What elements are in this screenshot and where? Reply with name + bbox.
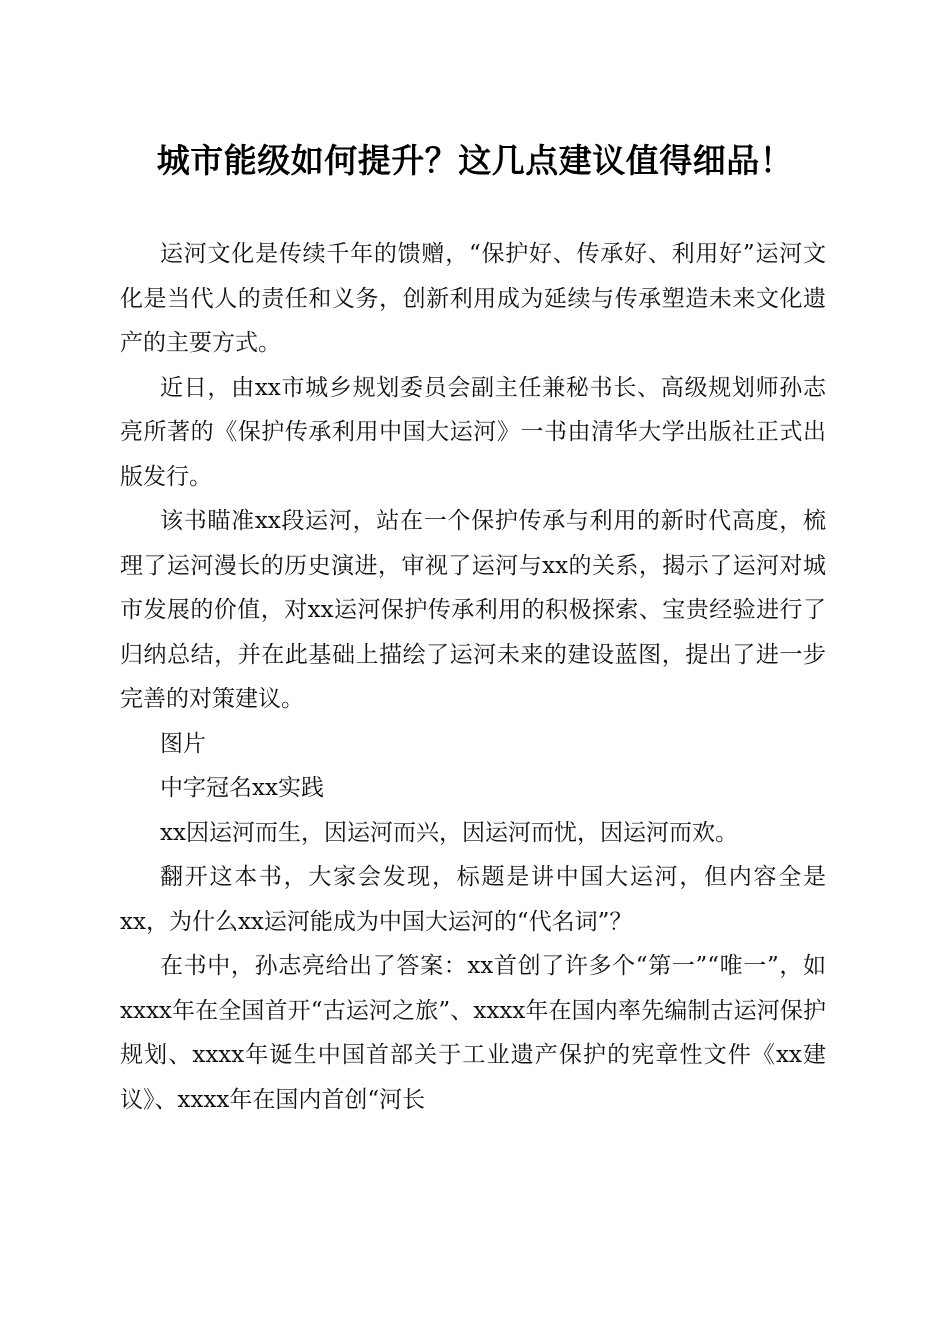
- paragraph-intro: 运河文化是传续千年的馈赠，“保护好、传承好、利用好”运河文化是当代人的责任和义务，创新利用成为延续与传承塑造未来文化遗产的主要方式。: [120, 241, 826, 356]
- paragraph-publication: 近日，由xx市城乡规划委员会副主任兼秘书长、高级规划师孙志亮所著的《保护传承利用中国大运河》一书由清华大学出版社正式出版发行。: [120, 374, 826, 490]
- document-body: [120, 232, 826, 1122]
- paragraph-answer: 在书中，孙志亮给出了答案：xx首创了许多个“第一”“唯一”，如xxxx年在全国首开“古运河之旅”、xxxx年在国内率先编制古运河保护规划、xxxx年诞生中国首部关于工业遗产保护的宪章性文件《xx建议》、xxxx年在国内首创“河长: [120, 953, 826, 1113]
- document-title: 城市能级如何提升？这几点建议值得细品！: [156, 141, 794, 180]
- paragraph-question: 翻开这本书，大家会发现，标题是讲中国大运河，但内容全是xx，为什么xx运河能成为中国大运河的“代名词”？: [120, 864, 826, 935]
- paragraph-book-summary: 该书瞄准xx段运河，站在一个保护传承与利用的新时代高度，梳理了运河漫长的历史演进，审视了运河与xx的关系，揭示了运河对城市发展的价值，对xx运河保护传承利用的积极探索、宝贵经验进行了归纳总结，并在此基础上描绘了运河未来的建设蓝图，提出了进一步完善的对策建议。: [120, 508, 826, 712]
- section-heading: 中字冠名xx实践: [160, 775, 324, 801]
- paragraph-canal-origin: xx因运河而生，因运河而兴，因运河而忧，因运河而欢。: [160, 819, 738, 846]
- image-placeholder-label: 图片: [160, 730, 206, 757]
